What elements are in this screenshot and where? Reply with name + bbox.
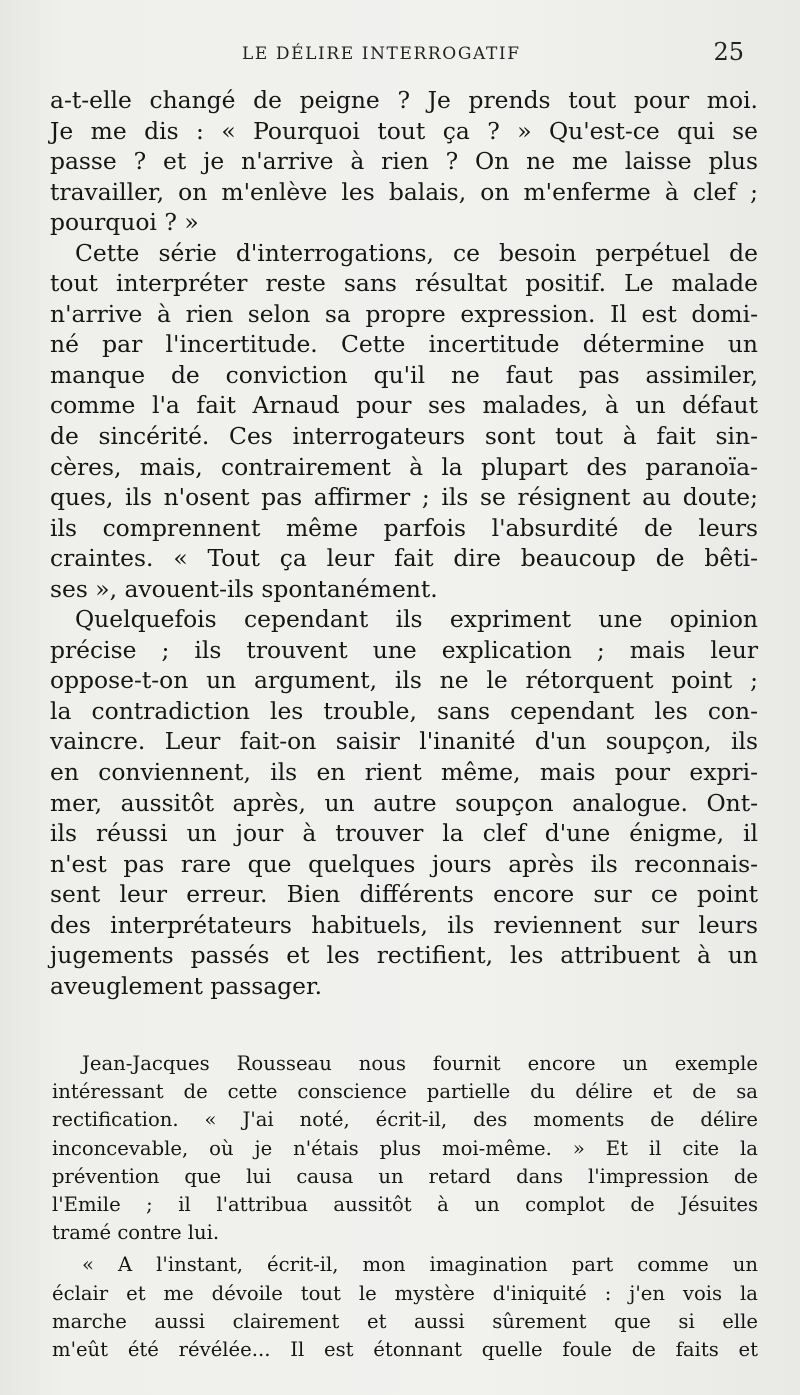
text-line: tout interpréter reste sans résultat positif. Le malade: [50, 269, 758, 298]
text-line: craintes. « Tout ça leur fait dire beaucoup de bêti-: [50, 544, 758, 573]
small-paragraph-1: [52, 1050, 758, 1247]
text-line: tramé contre lui.: [52, 1221, 220, 1245]
text-line: jugements passés et les rectifient, les attribuent à un: [50, 941, 758, 970]
text-line: oppose-t-on un argument, ils ne le rétorquent point ;: [50, 666, 758, 695]
text-line: ses », avouent-ils spontanément.: [50, 574, 438, 603]
text-line: Jean-Jacques Rousseau nous fournit encore un exemple: [82, 1052, 758, 1075]
text-line: n'est pas rare que quelques jours après ils reconnais-: [50, 849, 758, 878]
text-line: comme l'a fait Arnaud pour ses malades, à un défaut: [50, 391, 758, 420]
text-line: ques, ils n'osent pas affirmer ; ils se résignent au doute;: [50, 483, 758, 512]
text-line: « A l'instant, écrit-il, mon imagination part comme un: [82, 1253, 758, 1277]
text-line: Je me dis : « Pourquoi tout ça ? » Qu'est-ce qui se: [50, 116, 758, 145]
text-line: cères, mais, contrairement à la plupart des paranoïa-: [50, 452, 758, 481]
text-line: pourquoi ? »: [50, 208, 199, 237]
text-line: vaincre. Leur fait-on saisir l'inanité d'un soupçon, ils: [50, 727, 758, 756]
text-line: ils comprennent même parfois l'absurdité de leurs: [50, 513, 758, 542]
text-line: des interprétateurs habituels, ils reviennent sur leurs: [50, 910, 758, 939]
text-line: ils réussi un jour à trouver la clef d'une énigme, il: [50, 819, 758, 848]
text-line: né par l'incertitude. Cette incertitude détermine un: [50, 330, 758, 359]
main-text: [50, 85, 758, 1001]
text-line: manque de conviction qu'il ne faut pas assimiler,: [50, 360, 758, 389]
paragraph-1: [50, 85, 758, 238]
text-line: passe ? et je n'arrive à rien ? On ne me laisse plus: [50, 147, 758, 176]
text-line: a-t-elle changé de peigne ? Je prends tout pour moi.: [50, 86, 758, 114]
text-line: en conviennent, ils en rient même, mais pour expri-: [50, 758, 758, 787]
text-line: Cette série d'interrogations, ce besoin perpétuel de: [75, 238, 758, 267]
text-line: intéressant de cette conscience partielle du délire et de sa: [52, 1080, 758, 1104]
paragraph-2: [50, 238, 758, 605]
text-line: travailler, on m'enlève les balais, on m'enferme à clef ;: [50, 177, 758, 206]
text-line: inconcevable, où je n'étais plus moi-même. » Et il cite la: [52, 1136, 758, 1160]
text-line: mer, aussitôt après, un autre soupçon analogue. Ont-: [50, 788, 758, 817]
text-line: Quelquefois cependant ils expriment une opinion: [75, 605, 758, 634]
text-line: la contradiction les trouble, sans cependant les con-: [50, 696, 758, 725]
page-number: 25: [713, 38, 744, 66]
small-paragraph-2: [52, 1251, 758, 1364]
text-line: n'arrive à rien selon sa propre expression. Il est domi-: [50, 299, 758, 328]
text-line: aveuglement passager.: [50, 971, 323, 1000]
text-line: marche aussi clairement et aussi sûrement que si elle: [52, 1309, 758, 1333]
text-line: m'eût été révélée... Il est étonnant quelle foule de faits et: [52, 1338, 758, 1362]
text-line: l'Emile ; il l'attribua aussitôt à un complot de Jésuites: [52, 1193, 758, 1217]
running-head: [0, 38, 800, 72]
small-print-passage: [52, 1050, 758, 1364]
running-title: LE DÉLIRE INTERROGATIF: [242, 44, 521, 64]
text-line: rectification. « J'ai noté, écrit-il, des moments de délire: [52, 1108, 758, 1132]
text-line: précise ; ils trouvent une explication ; mais leur: [50, 635, 758, 664]
text-line: éclair et me dévoile tout le mystère d'iniquité : j'en vois la: [52, 1281, 758, 1305]
text-line: prévention que lui causa un retard dans l'impression de: [52, 1164, 758, 1188]
text-line: sent leur erreur. Bien différents encore sur ce point: [50, 880, 758, 909]
text-line: de sincérité. Ces interrogateurs sont tout à fait sin-: [50, 422, 758, 451]
paragraph-3: [50, 604, 758, 1001]
